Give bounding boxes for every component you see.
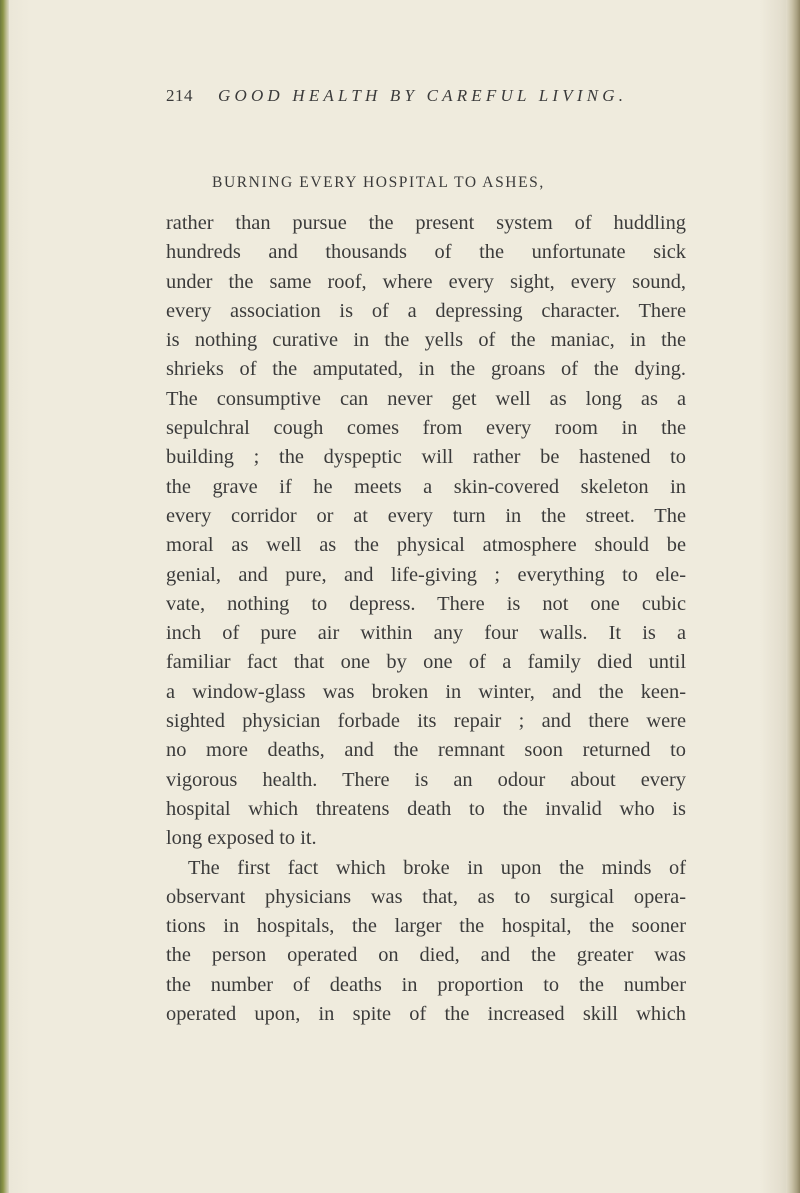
text-line: long exposed to it. (166, 827, 317, 850)
page-binding-edge-right (786, 0, 800, 1193)
text-line: sighted physician forbade its repair ; and there were (166, 710, 686, 733)
text-line: observant physicians was that, as to surgical opera- (166, 885, 686, 908)
text-line: hundreds and thousands of the unfortunate sick (166, 241, 686, 264)
text-line: vigorous health. There is an odour about every (166, 768, 686, 791)
text-line: tions in hospitals, the larger the hospital, the sooner (166, 915, 686, 938)
text-line: the number of deaths in proportion to the number (166, 973, 686, 996)
text-line: familiar fact that one by one of a family died until (166, 651, 686, 674)
text-line: building ; the dyspeptic will rather be hastened to (166, 446, 686, 469)
text-line: the grave if he meets a skin-covered skeleton in (166, 475, 686, 498)
text-line: the person operated on died, and the greater was (166, 944, 686, 967)
text-line: rather than pursue the present system of huddling (166, 212, 686, 234)
text-line: no more deaths, and the remnant soon returned to (166, 739, 686, 762)
running-title: GOOD HEALTH BY CAREFUL LIVING. (218, 86, 628, 105)
text-line: a window-glass was broken in winter, and the keen- (166, 680, 686, 703)
text-line: moral as well as the physical atmosphere should be (166, 534, 686, 557)
text-line: shrieks of the amputated, in the groans of the dying. (166, 358, 686, 381)
text-line: The first fact which broke in upon the minds of (188, 856, 686, 879)
text-line: hospital which threatens death to the invalid who is (166, 797, 686, 820)
text-line: sepulchral cough comes from every room in the (166, 417, 686, 440)
text-line: every association is of a depressing character. There (166, 299, 686, 322)
running-header (166, 86, 686, 114)
text-line: inch of pure air within any four walls. It is a (166, 622, 686, 645)
text-line: The consumptive can never get well as long as a (166, 387, 686, 410)
page-number: 214 (166, 86, 193, 105)
text-line: is nothing curative in the yells of the maniac, in the (166, 329, 686, 352)
text-line: vate, nothing to depress. There is not one cubic (166, 592, 686, 615)
body-text (166, 209, 686, 1029)
section-heading: BURNING EVERY HOSPITAL TO ASHES, (212, 174, 545, 191)
page-binding-edge-left (0, 0, 9, 1193)
text-line: genial, and pure, and life-giving ; everything to ele- (166, 563, 686, 586)
text-line: operated upon, in spite of the increased skill which (166, 1003, 686, 1026)
text-line: every corridor or at every turn in the street. The (166, 504, 686, 527)
text-line: under the same roof, where every sight, every sound, (166, 270, 686, 293)
